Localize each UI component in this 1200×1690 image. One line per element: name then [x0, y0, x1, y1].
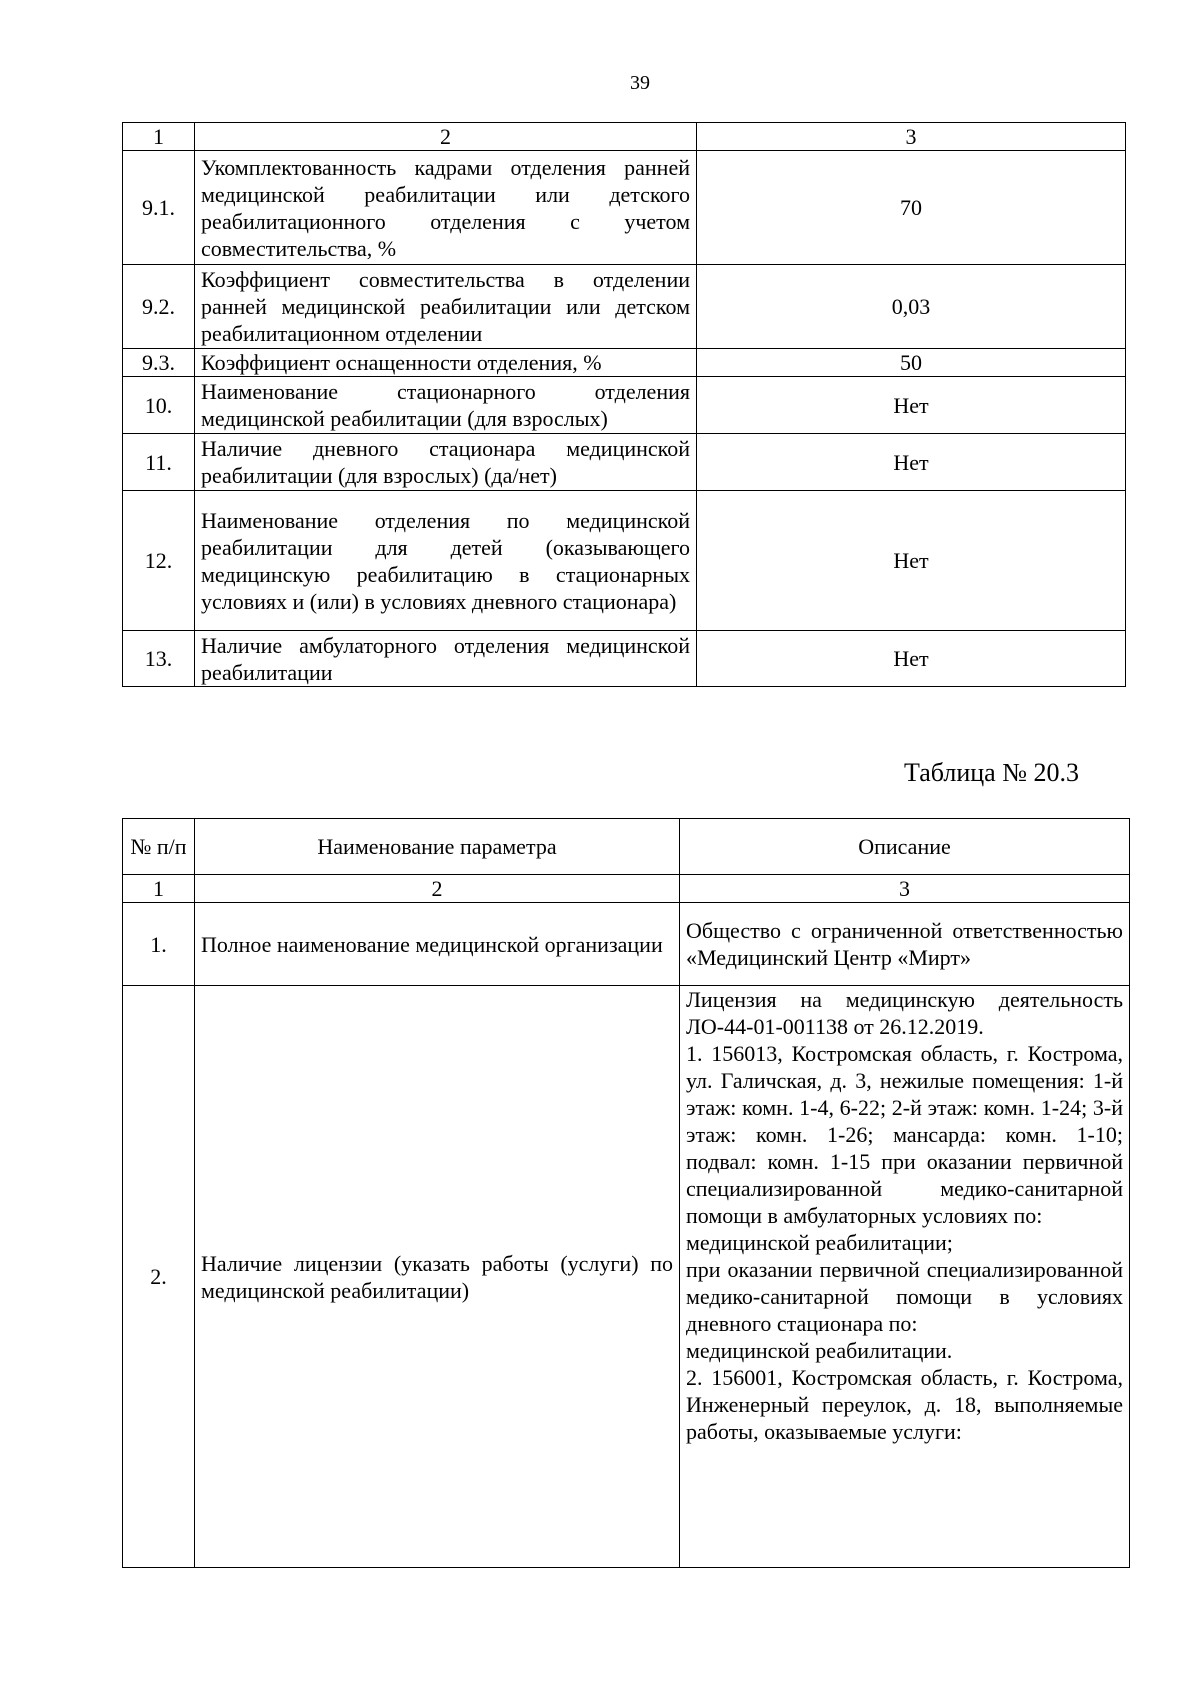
column-header-number: № п/п [123, 819, 195, 875]
row-number: 9.1. [123, 151, 195, 265]
table-row [123, 903, 1130, 986]
service-paragraph: медицинской реабилитации; [686, 1230, 953, 1255]
row-parameter: Полное наименование медицинской организации [195, 903, 680, 986]
row-parameter: Коэффициент совместительства в отделении ранней медицинской реабилитации или детском реабилитационном отделении [195, 265, 697, 349]
row-number: 9.2. [123, 265, 195, 349]
table-header-row [123, 819, 1130, 875]
row-number: 9.3. [123, 349, 195, 377]
row-value: 50 [697, 349, 1126, 377]
row-description [680, 986, 1130, 1568]
table-title: Таблица № 20.3 [904, 758, 1080, 787]
row-parameter: Укомплектованность кадрами отделения ранней медицинской реабилитации или детского реабилитационного отделения с учетом совместительства, % [195, 151, 697, 265]
column-index-3: 3 [680, 875, 1130, 903]
column-index-2: 2 [195, 875, 680, 903]
row-value: Нет [697, 377, 1126, 434]
column-index-2: 2 [195, 123, 697, 151]
row-value: Нет [697, 491, 1126, 631]
page-number: 39 [630, 72, 650, 94]
row-parameter: Наименование отделения по медицинской реабилитации для детей (оказывающего медицинскую реабилитацию в стационарных условиях и (или) в условиях дневного стационара) [195, 491, 697, 631]
description-line: Общество с ограниченной ответственностью «Медицинский Центр «Мирт» [686, 918, 1123, 970]
row-parameter: Наличие лицензии (указать работы (услуги) по медицинской реабилитации) [195, 986, 680, 1568]
column-index-1: 1 [123, 875, 195, 903]
row-parameter: Наличие дневного стационара медицинской реабилитации (для взрослых) (да/нет) [195, 434, 697, 491]
table-row [123, 986, 1130, 1568]
row-parameter: Коэффициент оснащенности отделения, % [195, 349, 697, 377]
column-header-parameter: Наименование параметра [195, 819, 680, 875]
column-index-3: 3 [697, 123, 1126, 151]
table-row [123, 349, 1126, 377]
table-row [123, 434, 1126, 491]
row-number: 11. [123, 434, 195, 491]
row-number: 10. [123, 377, 195, 434]
license-number-paragraph: Лицензия на медицинскую деятельность ЛО-44-01-001138 от 26.12.2019. [686, 987, 1123, 1039]
row-parameter: Наименование стационарного отделения медицинской реабилитации (для взрослых) [195, 377, 697, 434]
row-number: 1. [123, 903, 195, 986]
address-1-paragraph: 1. 156013, Костромская область, г. Кострома, ул. Галичская, д. 3, нежилые помещения: 1-й этаж: комн. 1-4, 6-22; 2-й этаж: комн. 1-24; 3-й этаж: комн. 1-26; мансарда: комн. 1-10; подвал: комн. 1-15 при оказании первичной специализированной медико-санитарной помощи в амбулаторных условиях по: [686, 1041, 1123, 1228]
service-paragraph: медицинской реабилитации. [686, 1338, 953, 1363]
table-header-row [123, 123, 1126, 151]
row-parameter: Наличие амбулаторного отделения медицинской реабилитации [195, 631, 697, 687]
row-number: 13. [123, 631, 195, 687]
table-row [123, 491, 1126, 631]
organization-table [122, 818, 1130, 1568]
row-value: 0,03 [697, 265, 1126, 349]
table-row [123, 265, 1126, 349]
table-row [123, 631, 1126, 687]
table-index-row [123, 875, 1130, 903]
row-number: 12. [123, 491, 195, 631]
table-row [123, 151, 1126, 265]
row-value: Нет [697, 631, 1126, 687]
service-paragraph: при оказании первичной специализированной медико-санитарной помощи в условиях дневного стационара по: [686, 1257, 1123, 1336]
row-description [680, 903, 1130, 986]
address-2-paragraph: 2. 156001, Костромская область, г. Кострома, Инженерный переулок, д. 18, выполняемые работы, оказываемые услуги: [686, 1365, 1123, 1444]
row-value: Нет [697, 434, 1126, 491]
parameters-table-continued [122, 122, 1126, 687]
row-value: 70 [697, 151, 1126, 265]
table-row [123, 377, 1126, 434]
row-number: 2. [123, 986, 195, 1568]
column-index-1: 1 [123, 123, 195, 151]
column-header-description: Описание [680, 819, 1130, 875]
